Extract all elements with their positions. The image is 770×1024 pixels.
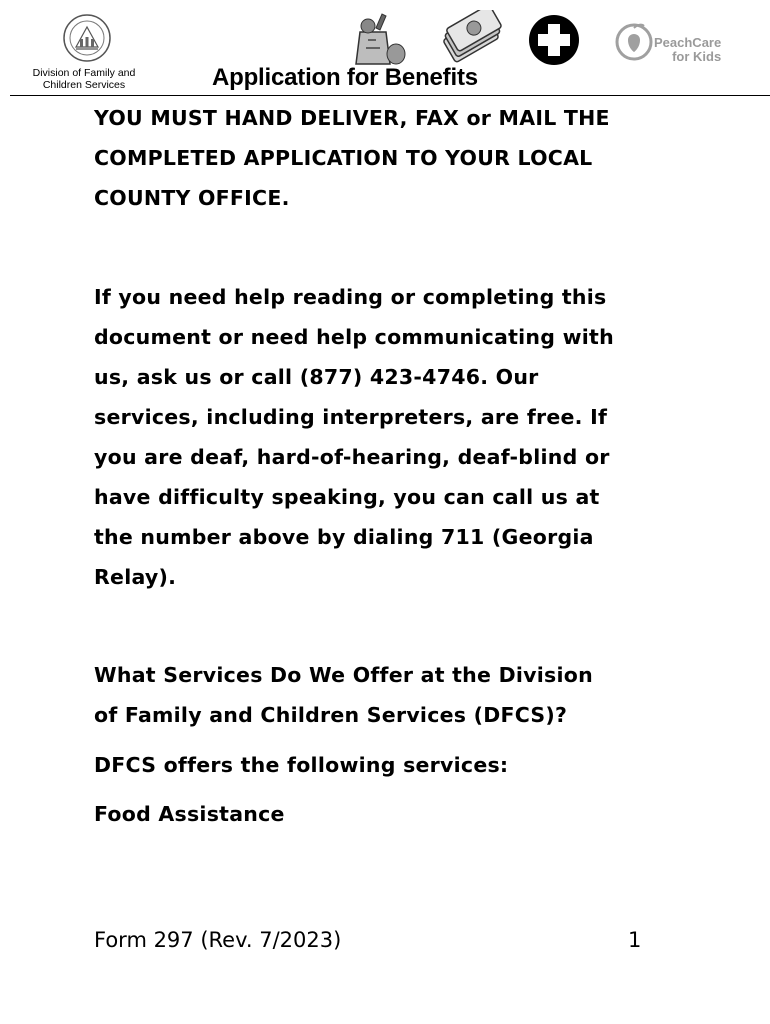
help-line-4: services, including interpreters, are free. If: [94, 405, 608, 429]
instruction-line-3: COUNTY OFFICE.: [94, 186, 290, 210]
peachcare-logo-text: PeachCare for Kids: [654, 35, 722, 64]
help-line-5: you are deaf, hard-of-hearing, deaf-blind or: [94, 445, 610, 469]
instruction-line-2: COMPLETED APPLICATION TO YOUR LOCAL: [94, 146, 593, 170]
medical-cross-icon: [528, 14, 580, 66]
page-title: Application for Benefits: [212, 64, 478, 91]
services-intro: DFCS offers the following services:: [94, 753, 509, 777]
form-number: Form 297 (Rev. 7/2023): [94, 928, 342, 952]
help-line-2: document or need help communicating with: [94, 325, 614, 349]
services-heading-line-2: of Family and Children Services (DFCS)?: [94, 703, 568, 727]
page-header: [0, 0, 770, 98]
services-heading-line-1: What Services Do We Offer at the Division: [94, 663, 593, 687]
help-line-3: us, ask us or call (877) 423-4746. Our: [94, 365, 539, 389]
help-line-8: Relay).: [94, 565, 177, 589]
help-line-6: have difficulty speaking, you can call us at: [94, 485, 600, 509]
money-icon: [440, 10, 502, 68]
division-name: Division of Family and Children Services: [32, 67, 136, 91]
georgia-seal-icon: [62, 13, 112, 63]
help-line-1: If you need help reading or completing this: [94, 285, 607, 309]
service-item-food-assistance: Food Assistance: [94, 802, 285, 826]
header-divider: [10, 95, 770, 96]
instruction-line-1: YOU MUST HAND DELIVER, FAX or MAIL THE: [94, 106, 610, 130]
food-bag-icon: [346, 10, 408, 68]
page-number: 1: [628, 928, 642, 952]
help-line-7: the number above by dialing 711 (Georgia: [94, 525, 594, 549]
